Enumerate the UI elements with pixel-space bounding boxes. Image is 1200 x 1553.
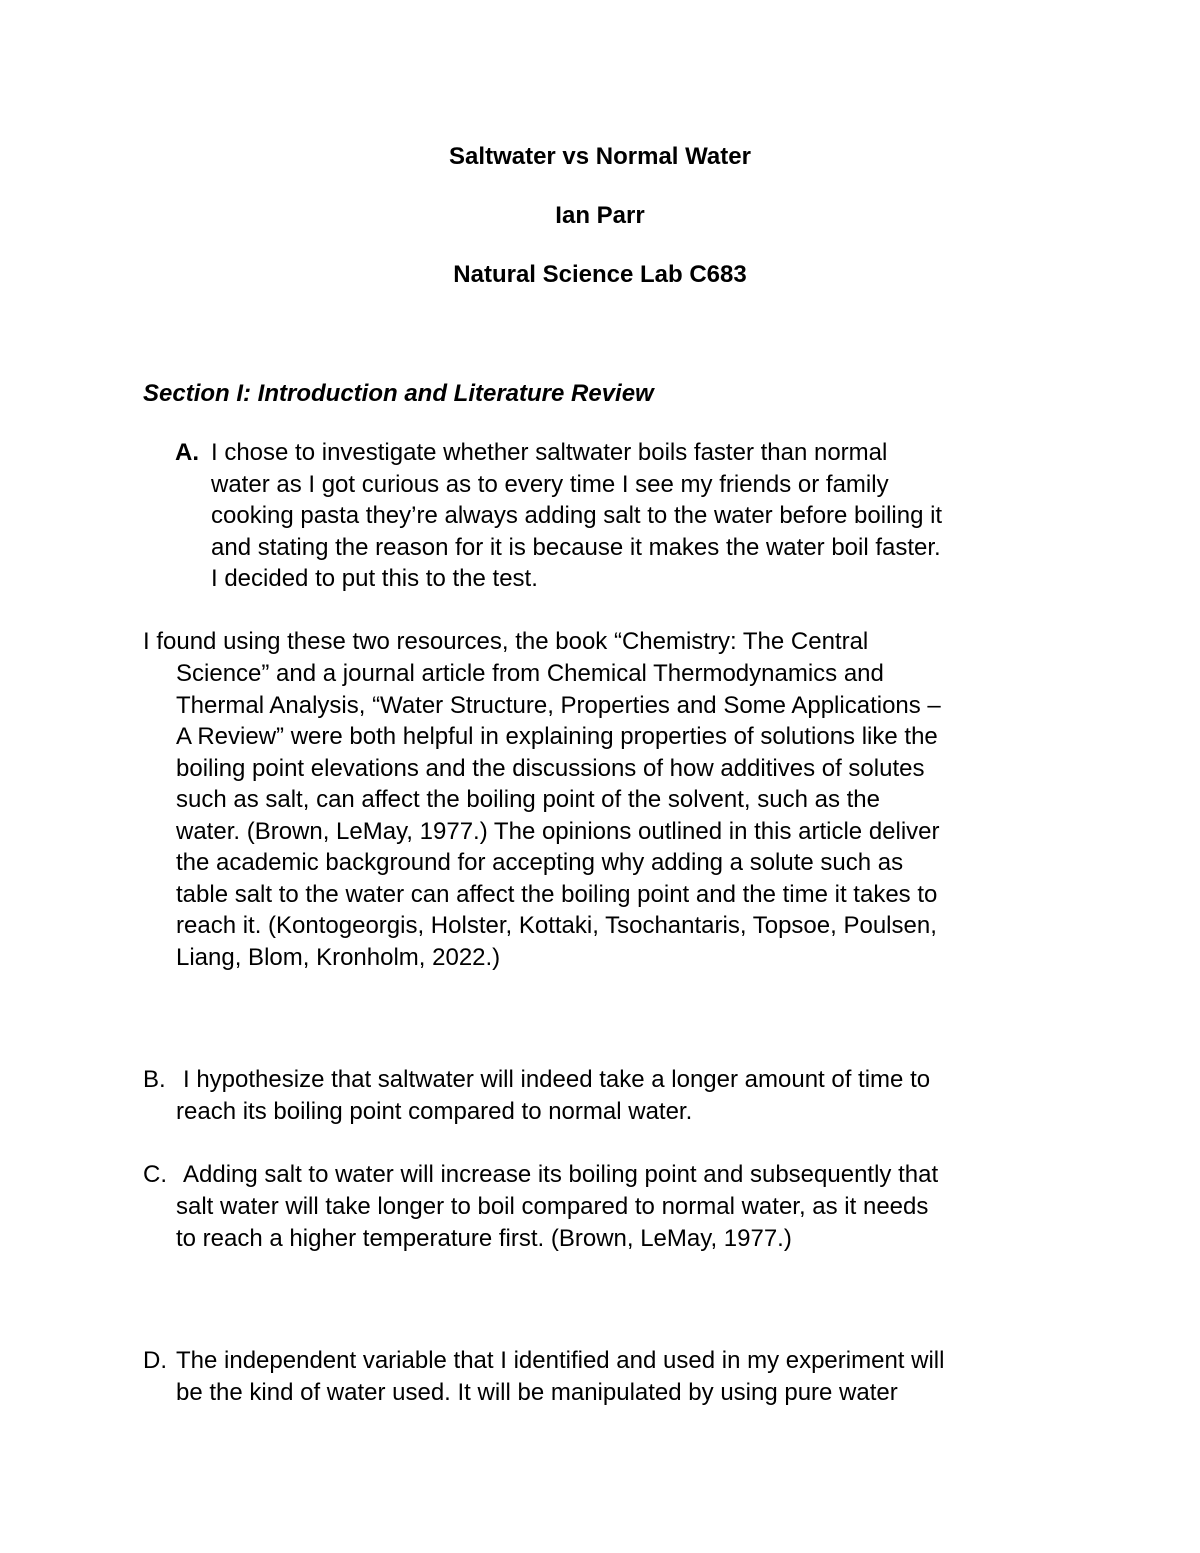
item-b-line: reach its boiling point compared to normal water. <box>176 1098 693 1125</box>
item-d-line: The independent variable that I identified and used in my experiment will <box>176 1347 945 1374</box>
resources-line: table salt to the water can affect the boiling point and the time it takes to <box>176 880 938 908</box>
item-a-line: I chose to investigate whether saltwater boils faster than normal <box>211 439 888 466</box>
resources-line: A Review” were both helpful in explaining properties of solutions like the <box>176 723 938 750</box>
resources-line: reach it. (Kontogeorgis, Holster, Kottaki, Tsochantaris, Topsoe, Poulsen, <box>176 912 937 939</box>
resources-line: Liang, Blom, Kronholm, 2022.) <box>176 943 501 971</box>
item-a-marker: A. <box>175 439 199 466</box>
resources-paragraph <box>176 658 941 973</box>
document-title: Saltwater vs Normal Water <box>449 143 751 170</box>
resources-line: water. (Brown, LeMay, 1977.) The opinions outlined in this article deliver <box>176 817 940 845</box>
author-name: Ian Parr <box>555 202 645 229</box>
resources-line: boiling point elevations and the discussions of how additives of solutes <box>176 754 925 782</box>
resources-line: Science” and a journal article from Chemical Thermodynamics and <box>176 660 884 687</box>
resources-line: the academic background for accepting why adding a solute such as <box>176 849 904 876</box>
item-c-line: to reach a higher temperature first. (Brown, LeMay, 1977.) <box>176 1224 792 1252</box>
course-name: Natural Science Lab C683 <box>453 261 747 288</box>
item-a-line: and stating the reason for it is because it makes the water boil faster. <box>211 533 941 561</box>
resources-line: Thermal Analysis, “Water Structure, Properties and Some Applications – <box>176 691 941 719</box>
item-b-marker: B. <box>143 1066 166 1093</box>
resources-line: such as salt, can affect the boiling point of the solvent, such as the <box>176 786 880 813</box>
section-heading: Section I: Introduction and Literature Review <box>143 380 654 407</box>
item-d-marker: D. <box>143 1347 167 1374</box>
item-c-line: salt water will take longer to boil compared to normal water, as it needs <box>176 1193 929 1220</box>
item-d-paragraph <box>176 1345 944 1408</box>
item-a-line: water as I got curious as to every time I see my friends or family <box>211 470 889 498</box>
item-d-line: be the kind of water used. It will be manipulated by using pure water <box>176 1378 898 1406</box>
item-c-first-line: Adding salt to water will increase its boiling point and subsequently that <box>183 1161 939 1188</box>
item-a-line: I decided to put this to the test. <box>211 565 538 592</box>
item-c-paragraph <box>176 1191 928 1254</box>
item-a-line: cooking pasta they’re always adding salt to the water before boiling it <box>211 502 943 529</box>
resources-first-line: I found using these two resources, the book “Chemistry: The Central <box>143 628 869 655</box>
item-a-paragraph <box>211 437 942 595</box>
item-b-first-line: I hypothesize that saltwater will indeed take a longer amount of time to <box>183 1066 931 1093</box>
item-c-marker: C. <box>143 1161 167 1188</box>
